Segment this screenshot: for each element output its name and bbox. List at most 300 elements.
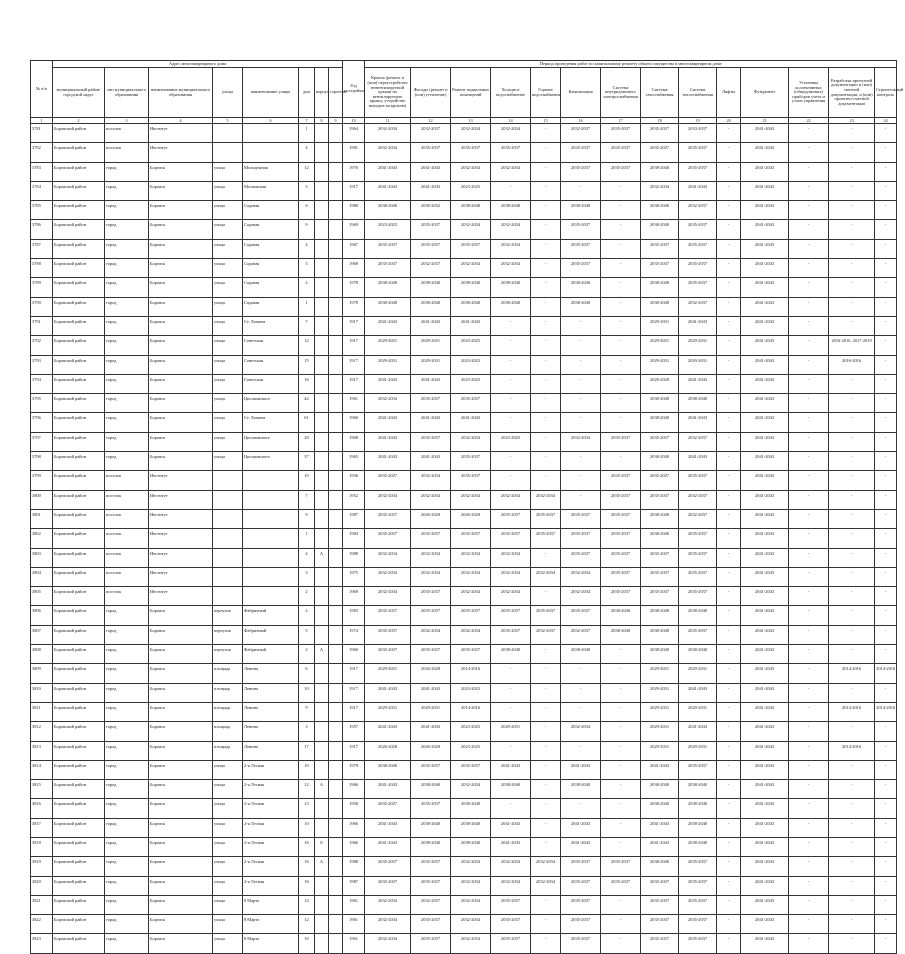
table-cell: Боровск <box>149 799 213 818</box>
table-cell: - <box>491 374 531 393</box>
table-cell: - <box>601 316 641 335</box>
table-cell <box>243 143 299 162</box>
table-cell: 2038-2040 <box>641 857 679 876</box>
table-cell: 2029-2031 <box>641 741 679 760</box>
table-cell: 2041-2043 <box>451 316 491 335</box>
table-cell <box>213 124 243 143</box>
table-cell: 2041-2043 <box>741 702 789 721</box>
table-cell: - <box>491 799 531 818</box>
table-cell: - <box>717 741 741 760</box>
table-cell: - <box>789 220 829 239</box>
table-cell <box>315 394 329 413</box>
table-cell <box>315 162 329 181</box>
table-cell: - <box>561 741 601 760</box>
table-cell: - <box>875 683 897 702</box>
table-cell: 2035-2037 <box>679 471 717 490</box>
table-cell: - <box>875 336 897 355</box>
table-cell: 3785 <box>31 201 53 220</box>
table-cell: 2038-2040 <box>561 201 601 220</box>
table-cell: 3791 <box>31 316 53 335</box>
table-cell: улица <box>213 181 243 200</box>
table-cell: 1917 <box>343 355 365 374</box>
table-cell: Боровский район <box>53 799 105 818</box>
table-cell: Боровск <box>149 876 213 895</box>
column-number: 21 <box>741 118 789 124</box>
table-cell <box>315 625 329 644</box>
table-cell: город <box>105 452 149 471</box>
table-cell <box>315 606 329 625</box>
table-cell: улица <box>213 316 243 335</box>
table-cell: 16 <box>299 374 315 393</box>
table-cell: - <box>875 587 897 606</box>
table-cell: Боровск <box>149 239 213 258</box>
table-cell: 2041-2043 <box>741 548 789 567</box>
table-cell: 2038-2040 <box>491 201 531 220</box>
table-cell: - <box>829 799 875 818</box>
table-cell: Боровск <box>149 915 213 934</box>
table-cell: Боровск <box>149 259 213 278</box>
table-cell: Боровский район <box>53 509 105 528</box>
table-cell: - <box>789 259 829 278</box>
table-cell: поселок <box>105 124 149 143</box>
table-cell: - <box>875 471 897 490</box>
table-cell: 2041-2043 <box>741 124 789 143</box>
table-cell: - <box>875 452 897 471</box>
table-cell: - <box>601 374 641 393</box>
table-cell: площадь <box>213 741 243 760</box>
table-cell: - <box>531 837 561 856</box>
table-cell: 3796 <box>31 413 53 432</box>
table-cell: - <box>531 548 561 567</box>
table-cell: 2035-2037 <box>451 452 491 471</box>
table-cell: 2026-2028 <box>411 509 451 528</box>
table-cell: 2035-2037 <box>601 124 641 143</box>
table-cell: 3800 <box>31 490 53 509</box>
table-cell: Боровский район <box>53 394 105 413</box>
table-cell: Боровск <box>149 741 213 760</box>
table-cell: - <box>717 857 741 876</box>
table-cell: 2032-2034 <box>491 124 531 143</box>
table-cell <box>329 124 343 143</box>
table-cell: 12 <box>299 162 315 181</box>
table-cell: - <box>789 239 829 258</box>
table-cell: Боровский район <box>53 490 105 509</box>
table-cell: 2041-2043 <box>365 181 411 200</box>
column-number: 2 <box>53 118 105 124</box>
header-col-20: Лифты <box>717 68 741 118</box>
table-cell: 2035-2037 <box>365 239 411 258</box>
table-cell: 2032-2034 <box>451 625 491 644</box>
table-cell <box>213 548 243 567</box>
table-cell: город <box>105 760 149 779</box>
table-cell: - <box>829 413 875 432</box>
table-cell: 2033-2037 <box>679 124 717 143</box>
table-cell: - <box>875 162 897 181</box>
table-cell: Ленина <box>243 664 299 683</box>
table-cell: - <box>717 278 741 297</box>
table-cell: 2032-2037 <box>411 259 451 278</box>
table-row <box>31 664 897 683</box>
table-cell <box>329 876 343 895</box>
table-cell: 3820 <box>31 876 53 895</box>
table-cell <box>315 432 329 451</box>
table-cell: 3 <box>299 567 315 586</box>
header-col-16: Канализация <box>561 68 601 118</box>
table-cell: 2035-2037 <box>365 799 411 818</box>
table-cell: переулок <box>213 606 243 625</box>
table-row <box>31 413 897 432</box>
table-cell: - <box>491 664 531 683</box>
table-cell <box>329 394 343 413</box>
table-cell: 4 <box>299 143 315 162</box>
table-cell: - <box>531 471 561 490</box>
table-cell: 2041-2043 <box>741 490 789 509</box>
table-cell: улица <box>213 336 243 355</box>
table-cell: 1 <box>299 529 315 548</box>
table-cell: - <box>717 355 741 374</box>
table-cell <box>243 471 299 490</box>
table-cell: Боровский район <box>53 336 105 355</box>
table-cell: поселок <box>105 509 149 528</box>
table-cell: Ст. Лазаева <box>243 316 299 335</box>
table-cell: Боровск <box>149 374 213 393</box>
table-cell: 2029-2031 <box>679 355 717 374</box>
table-cell: 1976 <box>343 162 365 181</box>
table-cell: 2035-2037 <box>601 143 641 162</box>
table-cell: 2041-2043 <box>741 316 789 335</box>
table-row <box>31 895 897 914</box>
table-cell: - <box>531 818 561 837</box>
table-cell: - <box>829 934 875 953</box>
table-cell: 2038-2040 <box>411 837 451 856</box>
table-cell: 2035-2037 <box>641 143 679 162</box>
table-cell: - <box>789 587 829 606</box>
table-cell: - <box>875 355 897 374</box>
table-cell: - <box>875 934 897 953</box>
table-cell: 3804 <box>31 567 53 586</box>
table-cell: Боровский район <box>53 374 105 393</box>
table-cell: 2032-2034 <box>531 876 561 895</box>
table-cell: 2035-2037 <box>601 529 641 548</box>
table-cell: 2035-2037 <box>411 394 451 413</box>
table-cell: Боровский район <box>53 548 105 567</box>
table-cell: - <box>601 645 641 664</box>
table-cell: 2035-2037 <box>365 857 411 876</box>
table-cell: 2032-2034 <box>451 162 491 181</box>
table-cell: Циолковского <box>243 394 299 413</box>
table-cell: - <box>491 702 531 721</box>
table-cell: 2035-2037 <box>561 259 601 278</box>
table-cell: - <box>531 934 561 953</box>
table-cell <box>329 799 343 818</box>
table-cell: 2041-2043 <box>741 471 789 490</box>
table-cell: 2035-2037 <box>411 934 451 953</box>
table-cell <box>243 529 299 548</box>
table-cell: - <box>717 259 741 278</box>
table-cell: - <box>829 625 875 644</box>
table-cell: 2032-2034 <box>491 490 531 509</box>
table-cell: 2035-2037 <box>679 278 717 297</box>
table-cell: 2026-2028 <box>411 741 451 760</box>
table-cell: 2035-2037 <box>601 162 641 181</box>
table-cell: город <box>105 181 149 200</box>
table-cell: - <box>531 780 561 799</box>
table-cell: 2032-2037 <box>531 625 561 644</box>
table-cell: 1987 <box>343 876 365 895</box>
table-cell: Ленина <box>243 683 299 702</box>
column-number: 1 <box>31 118 53 124</box>
table-cell: 1981 <box>343 143 365 162</box>
table-cell: 2035-2037 <box>561 143 601 162</box>
table-cell: - <box>491 181 531 200</box>
table-cell: город <box>105 239 149 258</box>
table-cell: 3799 <box>31 471 53 490</box>
table-cell: Боровский район <box>53 124 105 143</box>
table-cell: - <box>561 181 601 200</box>
table-cell: 2041-2043 <box>741 432 789 451</box>
table-cell: 2041-2043 <box>561 837 601 856</box>
table-cell: 3818 <box>31 837 53 856</box>
table-cell: 2041-2043 <box>741 837 789 856</box>
table-cell: 2035-2037 <box>679 259 717 278</box>
table-cell: 2041-2043 <box>741 799 789 818</box>
table-row <box>31 143 897 162</box>
table-cell: 2029-2031 <box>679 702 717 721</box>
table-cell: 2032-2037 <box>411 895 451 914</box>
table-cell: 3811 <box>31 702 53 721</box>
table-cell: 2035-2037 <box>641 124 679 143</box>
table-cell: 3 <box>299 722 315 741</box>
table-cell: 3786 <box>31 220 53 239</box>
table-cell: 1987 <box>343 509 365 528</box>
table-row <box>31 915 897 934</box>
table-cell: Боровск <box>149 432 213 451</box>
table-cell: город <box>105 915 149 934</box>
schedule-sheet <box>30 60 904 954</box>
table-cell: Боровский район <box>53 181 105 200</box>
table-cell: 2-я Лесная <box>243 818 299 837</box>
table-cell: 2029-2031 <box>491 722 531 741</box>
table-cell: 10 <box>299 934 315 953</box>
table-row <box>31 741 897 760</box>
table-cell: 3810 <box>31 683 53 702</box>
table-cell: 2035-2037 <box>641 915 679 934</box>
table-cell: - <box>875 181 897 200</box>
header-col-21: Фундамент <box>741 68 789 118</box>
table-cell: 3815 <box>31 780 53 799</box>
table-cell: 13 <box>299 799 315 818</box>
table-cell: 2038-2040 <box>641 606 679 625</box>
header-column-row <box>31 68 897 118</box>
table-row <box>31 587 897 606</box>
table-cell: 2032-2037 <box>561 124 601 143</box>
table-cell: 12 <box>299 336 315 355</box>
table-cell: 2032-2034 <box>531 567 561 586</box>
table-cell: Фабричный <box>243 625 299 644</box>
table-cell: Садовая <box>243 278 299 297</box>
table-cell: 3794 <box>31 374 53 393</box>
table-cell: - <box>531 220 561 239</box>
table-cell: Боровский район <box>53 915 105 934</box>
table-cell: 3805 <box>31 587 53 606</box>
table-cell: 2035-2037 <box>601 490 641 509</box>
column-number: 19 <box>679 118 717 124</box>
table-cell: город <box>105 316 149 335</box>
table-cell: 2038-2040 <box>679 394 717 413</box>
table-cell: - <box>829 220 875 239</box>
table-cell: 2038-2040 <box>411 297 451 316</box>
table-cell: 2041-2043 <box>411 722 451 741</box>
table-cell: 2035-2037 <box>365 645 411 664</box>
table-cell: 2032-2037 <box>679 490 717 509</box>
table-cell: - <box>531 702 561 721</box>
table-cell: - <box>829 471 875 490</box>
table-cell: площадь <box>213 722 243 741</box>
table-cell: - <box>829 606 875 625</box>
table-cell: - <box>789 895 829 914</box>
table-cell: 2038-2040 <box>451 201 491 220</box>
table-cell: - <box>875 548 897 567</box>
table-cell: 2041-2043 <box>451 413 491 432</box>
table-cell <box>243 490 299 509</box>
table-cell: А <box>315 645 329 664</box>
table-cell: 20 <box>299 432 315 451</box>
table-cell: Боровский район <box>53 837 105 856</box>
table-cell: Боровск <box>149 645 213 664</box>
table-cell: улица <box>213 162 243 181</box>
table-cell <box>315 818 329 837</box>
table-cell: 2035-2037 <box>365 471 411 490</box>
table-cell: 2029-2031 <box>365 702 411 721</box>
table-cell: 3821 <box>31 895 53 914</box>
table-cell <box>213 529 243 548</box>
table-cell: 2041-2043 <box>741 683 789 702</box>
table-cell: 2038-2040 <box>561 278 601 297</box>
table-cell: - <box>717 490 741 509</box>
table-cell <box>315 259 329 278</box>
table-cell: А <box>315 780 329 799</box>
table-cell: 2014-2016 <box>829 702 875 721</box>
table-cell: город <box>105 683 149 702</box>
table-cell: 2035-2037 <box>561 857 601 876</box>
table-cell: 2038-2040 <box>679 645 717 664</box>
header-col-14: Холодное водоснабжение <box>491 68 531 118</box>
table-cell: - <box>717 876 741 895</box>
table-cell: 2035-2037 <box>601 432 641 451</box>
header-col-7: дом <box>299 68 315 118</box>
table-cell: Боровский район <box>53 162 105 181</box>
table-cell: - <box>601 239 641 258</box>
table-cell <box>315 220 329 239</box>
table-cell: улица <box>213 780 243 799</box>
table-cell: - <box>531 181 561 200</box>
table-cell: 3792 <box>31 336 53 355</box>
table-cell: - <box>531 664 561 683</box>
table-cell: 3809 <box>31 664 53 683</box>
table-cell: Циолковского <box>243 432 299 451</box>
table-cell: - <box>829 722 875 741</box>
table-cell: 3783 <box>31 162 53 181</box>
table-cell: - <box>717 760 741 779</box>
table-cell: город <box>105 934 149 953</box>
table-cell: 1978 <box>343 278 365 297</box>
table-cell: 2041-2043 <box>411 316 451 335</box>
table-cell: - <box>875 394 897 413</box>
table-cell: - <box>561 374 601 393</box>
table-cell: 2038-2040 <box>679 799 717 818</box>
table-cell: 2032-2034 <box>531 490 561 509</box>
table-cell: - <box>531 895 561 914</box>
table-cell: 14 <box>299 895 315 914</box>
column-number: 11 <box>365 118 411 124</box>
table-cell: - <box>717 702 741 721</box>
table-cell: улица <box>213 413 243 432</box>
table-cell: - <box>789 818 829 837</box>
table-cell: 2035-2037 <box>679 220 717 239</box>
table-cell: - <box>561 394 601 413</box>
table-cell: - <box>717 934 741 953</box>
table-cell: 2038-2040 <box>641 529 679 548</box>
table-cell: 2032-2037 <box>679 201 717 220</box>
table-cell: - <box>829 587 875 606</box>
table-cell: 2038-2040 <box>641 162 679 181</box>
table-cell: Боровск <box>149 181 213 200</box>
table-cell: Институт <box>149 490 213 509</box>
table-cell: 2032-2034 <box>411 625 451 644</box>
table-cell: 2029-2031 <box>365 355 411 374</box>
table-row <box>31 548 897 567</box>
table-cell: Боровск <box>149 452 213 471</box>
table-cell: 2032-2034 <box>491 587 531 606</box>
table-cell: - <box>789 837 829 856</box>
table-cell: Боровск <box>149 664 213 683</box>
table-cell: 2023-2025 <box>451 722 491 741</box>
table-cell: 1917 <box>343 374 365 393</box>
table-cell: - <box>531 201 561 220</box>
table-cell: Советская <box>243 355 299 374</box>
table-cell: 2038-2040 <box>601 625 641 644</box>
table-cell: город <box>105 799 149 818</box>
table-cell: 2038-2040 <box>601 606 641 625</box>
table-cell: - <box>829 760 875 779</box>
column-number: 23 <box>829 118 875 124</box>
table-cell: 2032-2034 <box>451 220 491 239</box>
table-cell: Ст. Лазаева <box>243 413 299 432</box>
table-cell: улица <box>213 278 243 297</box>
table-cell: улица <box>213 220 243 239</box>
table-cell <box>315 143 329 162</box>
table-cell: 6 <box>299 664 315 683</box>
table-cell: 2035-2037 <box>601 857 641 876</box>
table-cell: 2041-2043 <box>679 181 717 200</box>
table-cell: 1917 <box>343 336 365 355</box>
table-cell: 2029-2031 <box>641 355 679 374</box>
table-cell: - <box>875 567 897 586</box>
table-cell: город <box>105 664 149 683</box>
table-cell <box>329 297 343 316</box>
table-cell: - <box>601 278 641 297</box>
table-cell: 2041-2043 <box>741 452 789 471</box>
table-cell: 2041-2043 <box>561 818 601 837</box>
table-cell: - <box>875 297 897 316</box>
table-cell: - <box>601 683 641 702</box>
table-cell: улица <box>213 818 243 837</box>
table-cell: переулок <box>213 625 243 644</box>
table-cell: 2041-2043 <box>641 837 679 856</box>
table-cell: город <box>105 394 149 413</box>
table-cell: - <box>531 452 561 471</box>
table-cell: - <box>789 316 829 335</box>
